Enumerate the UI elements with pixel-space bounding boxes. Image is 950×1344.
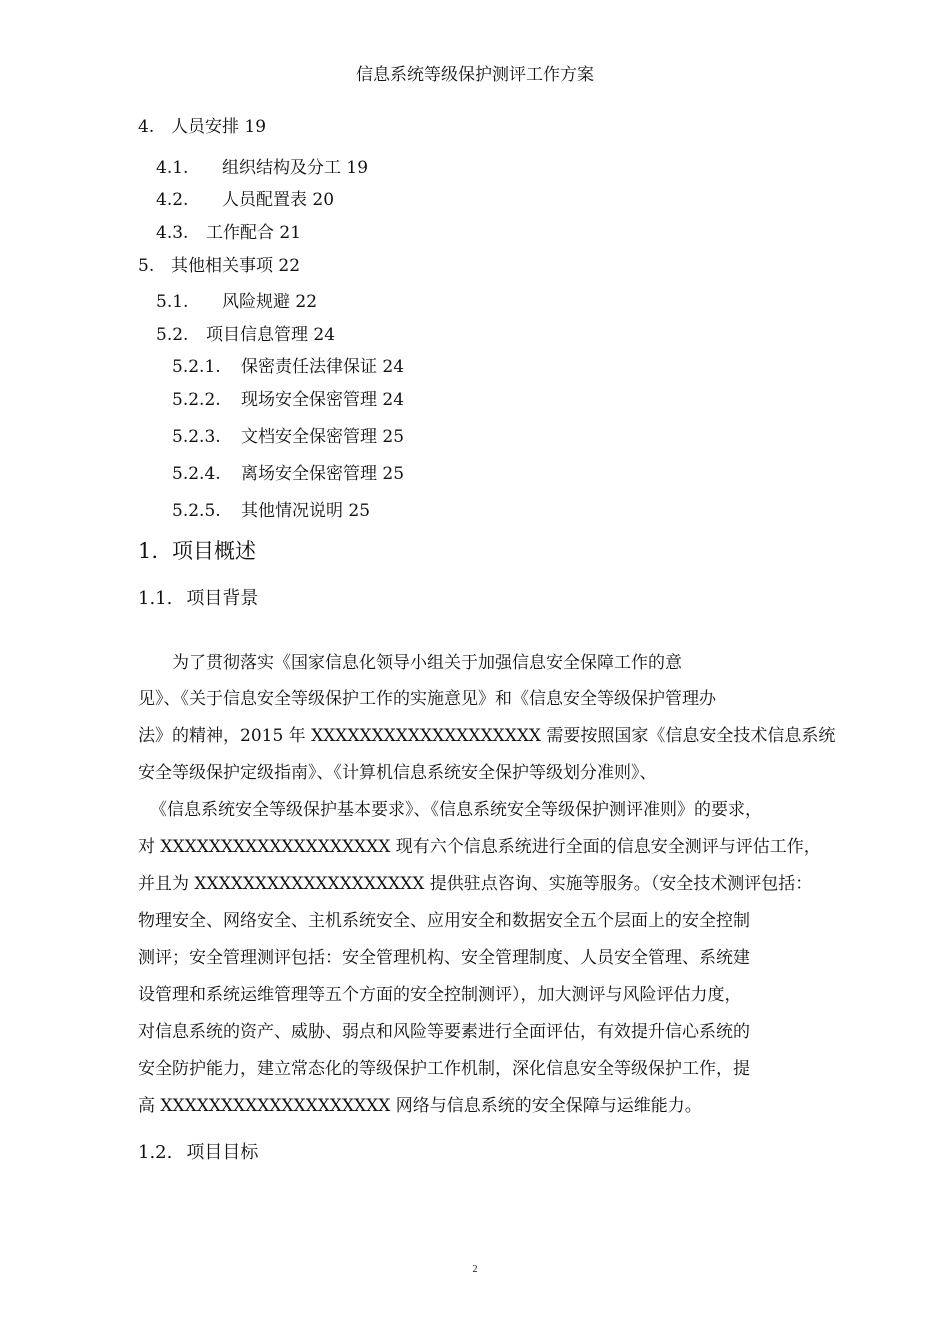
- toc-item[interactable]: [156, 185, 334, 210]
- paragraph-line: 法》的精神，2015 年 XXXXXXXXXXXXXXXXXXX 需要按照国家《信息安全技术信息系统: [138, 726, 836, 746]
- toc-number: 4.2.: [156, 190, 189, 210]
- toc-number: 4.: [138, 117, 155, 137]
- toc-item[interactable]: [172, 496, 370, 521]
- toc-text: 人员配置表 20: [222, 190, 335, 210]
- subsection-number: 1.2.: [138, 1142, 173, 1163]
- toc-text: 文档安全保密管理 25: [241, 427, 405, 447]
- toc-number: 5.2.5.: [172, 501, 221, 521]
- toc-item[interactable]: [156, 320, 335, 345]
- toc-number: 5.: [138, 256, 155, 276]
- toc-text: 保密责任法律保证 24: [241, 357, 405, 377]
- toc-text: 其他相关事项 22: [171, 256, 301, 276]
- toc-number: 4.3.: [156, 223, 189, 243]
- toc-number: 5.2.: [156, 325, 189, 345]
- toc-item[interactable]: [156, 153, 368, 178]
- toc-number: 5.2.3.: [172, 427, 221, 447]
- paragraph-line: 安全防护能力，建立常态化的等级保护工作机制，深化信息安全等级保护工作，提: [138, 1059, 750, 1079]
- toc-text: 工作配合 21: [206, 223, 302, 243]
- subsection-heading: [138, 1138, 258, 1164]
- paragraph-line: 见》、《关于信息安全等级保护工作的实施意见》和《信息安全等级保护管理办: [138, 689, 716, 709]
- paragraph-line: 为了贯彻落实《国家信息化领导小组关于加强信息安全保障工作的意: [172, 653, 682, 673]
- subsection-number: 1.1.: [138, 588, 173, 609]
- toc-item[interactable]: [156, 218, 301, 243]
- paragraph-line: 测评；安全管理测评包括：安全管理机构、安全管理制度、人员安全管理、系统建: [138, 948, 750, 968]
- toc-text: 项目信息管理 24: [206, 325, 336, 345]
- toc-number: 4.1.: [156, 158, 189, 178]
- toc-item[interactable]: [156, 287, 317, 312]
- paragraph-line: 并且为 XXXXXXXXXXXXXXXXXXX 提供驻点咨询、实施等服务。（安全技术测评包括：: [138, 874, 813, 894]
- toc-number: 5.1.: [156, 292, 189, 312]
- toc-text: 现场安全保密管理 24: [241, 390, 405, 410]
- subsection-title: 项目目标: [186, 1142, 259, 1163]
- section-number: 1.: [138, 539, 159, 563]
- toc-text: 离场安全保密管理 25: [241, 464, 405, 484]
- paragraph-line: 设管理和系统运维管理等五个方面的安全控制测评），加大测评与风险评估力度，: [138, 985, 742, 1005]
- toc-text: 人员安排 19: [171, 117, 267, 137]
- toc-text: 其他情况说明 25: [241, 501, 371, 521]
- toc-text: 组织结构及分工 19: [222, 158, 369, 178]
- section-heading: [138, 535, 256, 565]
- page-number: 2: [472, 1264, 478, 1275]
- section-title: 项目概述: [172, 539, 257, 563]
- paragraph-line: 高 XXXXXXXXXXXXXXXXXXX 网络与信息系统的安全保障与运维能力。: [138, 1096, 702, 1116]
- paragraph-line: 物理安全、网络安全、主机系统安全、应用安全和数据安全五个层面上的安全控制: [138, 911, 750, 931]
- paragraph-line: 对信息系统的资产、威胁、弱点和风险等要素进行全面评估，有效提升信心系统的: [138, 1022, 750, 1042]
- subsection-heading: [138, 584, 258, 610]
- paragraph-line: 安全等级保护定级指南》、《计算机信息系统安全保护等级划分准则》、: [138, 763, 657, 783]
- toc-item[interactable]: [138, 112, 266, 137]
- toc-text: 风险规避 22: [222, 292, 318, 312]
- toc-item[interactable]: [138, 251, 300, 276]
- toc-number: 5.2.4.: [172, 464, 221, 484]
- toc-number: 5.2.2.: [172, 390, 221, 410]
- toc-item[interactable]: [172, 385, 404, 410]
- subsection-title: 项目背景: [186, 588, 259, 609]
- toc-item[interactable]: [172, 352, 404, 377]
- paragraph-line: 《信息系统安全等级保护基本要求》、《信息系统安全等级保护测评准则》的要求，: [150, 800, 762, 820]
- toc-item[interactable]: [172, 422, 404, 447]
- toc-item[interactable]: [172, 459, 404, 484]
- page-header: 信息系统等级保护测评工作方案: [356, 65, 594, 85]
- toc-number: 5.2.1.: [172, 357, 221, 377]
- paragraph-line: 对 XXXXXXXXXXXXXXXXXXX 现有六个信息系统进行全面的信息安全测评与评估工作，: [138, 837, 821, 857]
